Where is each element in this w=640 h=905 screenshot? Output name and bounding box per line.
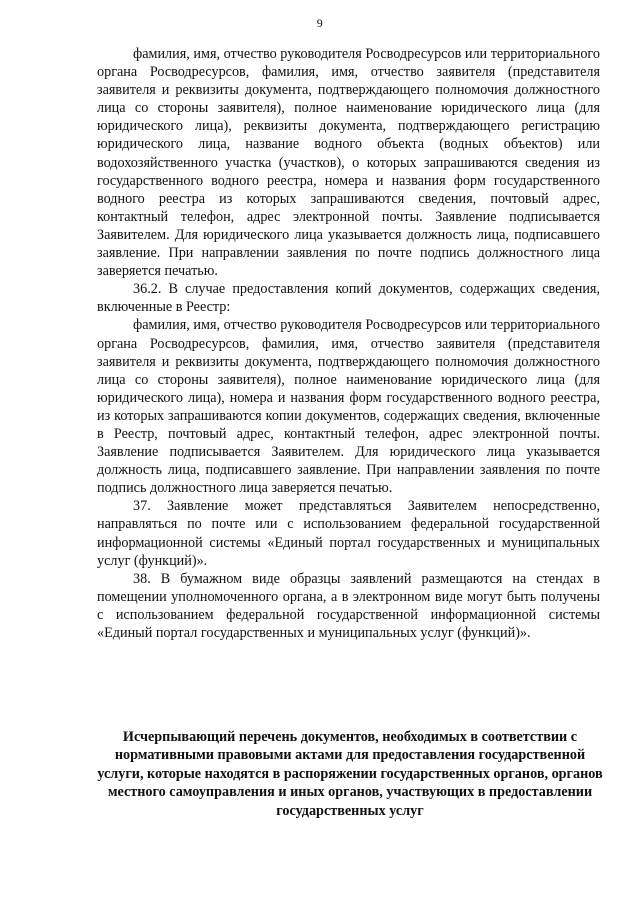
paragraph-applicant-details: фамилия, имя, отчество руководителя Росводресурсов или территориального органа Росводресурсов, фамилия, имя, отчество заявителя (представителя заявителя и реквизиты документа, подтверждающего полномочия должностного лица со стороны заявителя), полное наименование юридического лица (для юридического лица), реквизиты документа, подтверждающего регистрацию юридического лица, название водного объекта (водных объектов) или водохозяйственного участка (участков), о которых запрашиваются сведения из государственного водного реестра, номера и названия форм государственного водного реестра из которых запрашиваются сведения, почтовый адрес, контактный телефон, адрес электронной почты. Заявление подписывается Заявителем. Для юридического лица указывается должность лица, подписавшего заявление. При направлении заявления по почте подпись должностного лица заверяется печатью. <box>97 46 600 280</box>
document-body <box>97 45 600 642</box>
paragraph-37: 37. Заявление может представляться Заявителем непосредственно, направляться по почте или с использованием федеральной государственной информационной системы «Единый портал государственных и муниципальных услуг (функций)». <box>97 498 600 569</box>
paragraph-36-2: 36.2. В случае предоставления копий документов, содержащих сведения, включенные в Реестр: <box>97 281 600 316</box>
section-heading: Исчерпывающий перечень документов, необходимых в соответствии с нормативными правовыми актами для предоставления государственной услуги, которые находятся в распоряжении государственных органов, органов местного самоуправления и иных органов, участвующих в предоставлении государственных услуг <box>97 729 603 819</box>
paragraph-copy-request-details: фамилия, имя, отчество руководителя Росводресурсов или территориального органа Росводресурсов, фамилия, имя, отчество заявителя (представителя заявителя и реквизиты документа, подтверждающего полномочия должностного лица со стороны заявителя), полное наименование юридического лица (для юридического лица), номера и названия форм государственного водного реестра, из которых запрашиваются копии документов, содержащих сведения, включенные в Реестр, почтовый адрес, контактный телефон, адрес электронной почты. Заявление подписывается Заявителем. Для юридического лица указывается должность лица, подписавшего заявление. При направлении заявления по почте подпись должностного лица заверяется печатью. <box>97 317 600 497</box>
paragraph-38: 38. В бумажном виде образцы заявлений размещаются на стендах в помещении уполномоченного органа, а в электронном виде могут быть получены с использованием федеральной государственной информационной системы «Единый портал государственных и муниципальных услуг (функций)». <box>97 570 600 641</box>
page-number: 9 <box>316 16 324 30</box>
